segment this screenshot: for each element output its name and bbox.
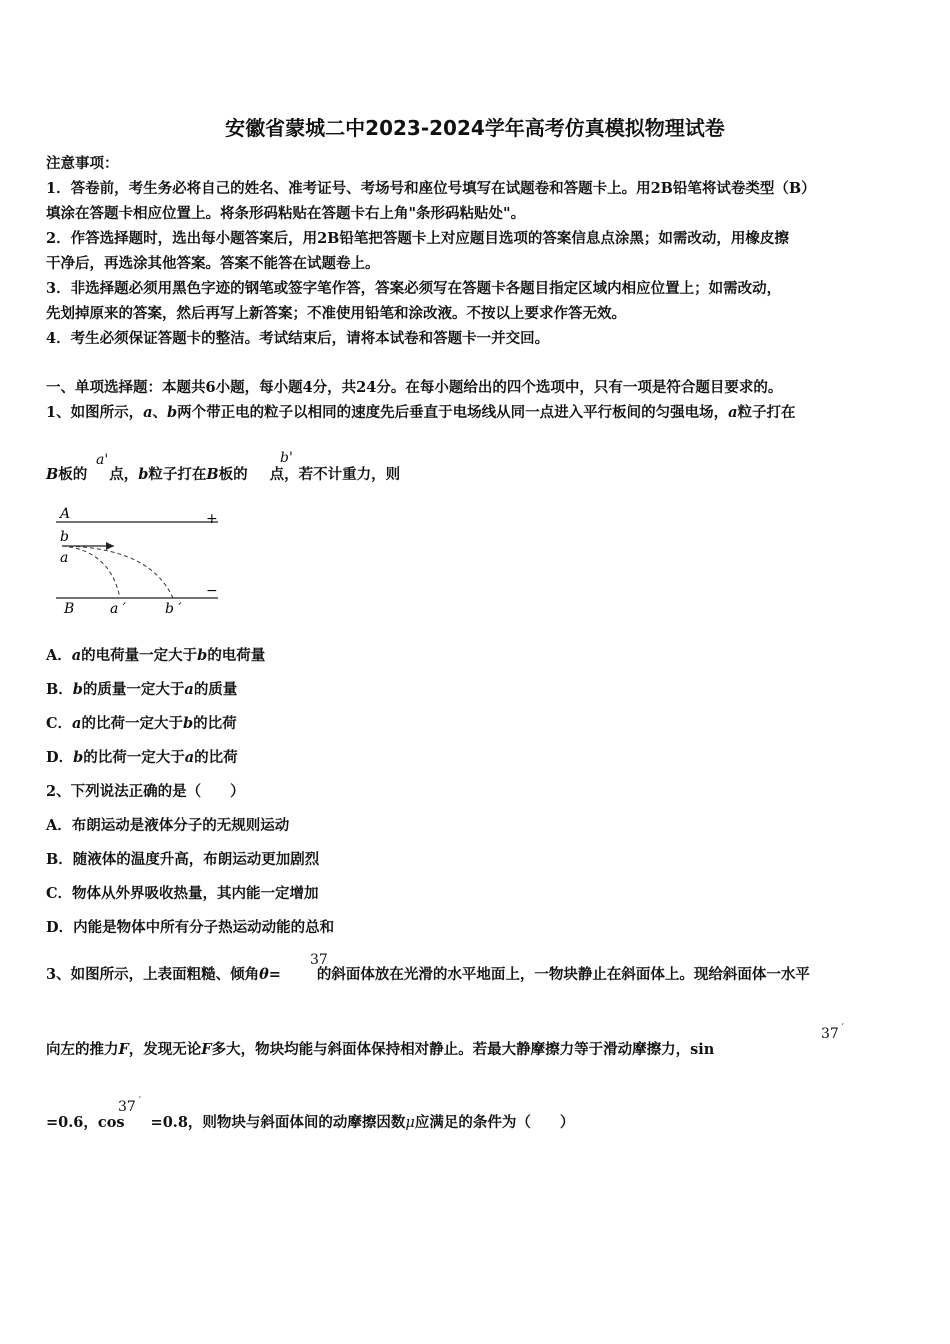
q2-option-a: A．布朗运动是液体分子的无规则运动	[46, 817, 290, 834]
degree-mark-icon: ˊ	[840, 1024, 845, 1034]
q2-option-d: D．内能是物体中所有分子热运动动能的总和	[46, 919, 335, 936]
plate-a-label: A	[60, 506, 71, 522]
trajectory-a	[62, 546, 120, 598]
q1-stem-line2: B板的 点，b粒子打在B板的 点，若不计重力，则	[46, 466, 401, 483]
notice-line: 4．考生必须保证答题卡的整洁。考试结束后，请将本试卷和答题卡一并交回。	[46, 330, 550, 347]
notice-line: 2．作答选择题时，选出每小题答案后，用2B铅笔把答题卡上对应题目选项的答案信息点涂黑；如需改动，用橡皮擦	[46, 230, 789, 247]
q3-stem-line3: =0.6，cos =0.8，则物块与斜面体间的动摩擦因数μ应满足的条件为（ ）	[46, 1114, 575, 1131]
mark-a-prime: a ′	[110, 601, 126, 617]
mark-b-prime: b ′	[165, 601, 182, 617]
page-title: 安徽省蒙城二中2023-2024学年高考仿真模拟物理试卷	[225, 116, 725, 140]
notice-line: 1．答卷前，考生务必将自己的姓名、准考证号、考场号和座位号填写在试题卷和答题卡上。用2B铅笔将试卷类型（B）	[46, 180, 816, 197]
plate-b-sign: −	[206, 583, 218, 599]
particle-a-label: a	[60, 550, 69, 566]
point-b-prime: b'	[280, 450, 293, 466]
section-heading: 一、单项选择题：本题共6小题，每小题4分，共24分。在每小题给出的四个选项中，只有一项是符合题目要求的。	[46, 379, 783, 396]
q1-option-b: B．b的质量一定大于a的质量	[46, 681, 238, 698]
degree-mark-icon: ˊ	[137, 1097, 142, 1107]
arrow-head-icon	[106, 542, 114, 550]
q3-angle: 37	[310, 952, 328, 968]
notice-line: 先划掉原来的答案，然后再写上新答案；不准使用铅笔和涂改液。不按以上要求作答无效。	[46, 305, 626, 322]
q1-option-c: C．a的比荷一定大于b的比荷	[46, 715, 237, 732]
plate-a-sign: +	[206, 511, 218, 527]
q2-option-b: B．随液体的温度升高，布朗运动更加剧烈	[46, 851, 320, 868]
trajectory-b	[62, 546, 173, 598]
q3-stem-line1: 3、如图所示，上表面粗糙、倾角θ= 的斜面体放在光滑的水平地面上，一物块静止在斜面体上。现给斜面体一水平	[46, 966, 810, 983]
notice-heading: 注意事项：	[46, 155, 119, 172]
sin-angle: 37	[821, 1026, 839, 1042]
notice-line: 填涂在答题卡相应位置上。将条形码粘贴在答题卡右上角"条形码粘贴处"。	[46, 205, 526, 222]
particle-b-label: b	[60, 529, 69, 545]
notice-line: 3．非选择题必须用黑色字迹的钢笔或签字笔作答，答案必须写在答题卡各题目指定区域内相应位置上；如需改动，	[46, 280, 782, 297]
q1-option-a: A．a的电荷量一定大于b的电荷量	[46, 647, 266, 664]
point-a-prime: a'	[96, 452, 109, 468]
q1-stem-line1: 1、如图所示，a、b两个带正电的粒子以相同的速度先后垂直于电场线从同一点进入平行板间的匀强电场，a粒子打在	[46, 404, 796, 421]
plate-b-label: B	[64, 601, 75, 617]
q2-option-c: C．物体从外界吸收热量，其内能一定增加	[46, 885, 319, 902]
notice-line: 干净后，再选涂其他答案。答案不能答在试题卷上。	[46, 255, 380, 272]
q3-stem-line2: 向左的推力F，发现无论F多大，物块均能与斜面体保持相对静止。若最大静摩擦力等于滑动摩擦力，sin	[46, 1041, 715, 1058]
cos-angle: 37	[118, 1099, 136, 1115]
q1-option-d: D．b的比荷一定大于a的比荷	[46, 749, 238, 766]
q2-stem: 2、下列说法正确的是（ ）	[46, 783, 245, 800]
parallel-plate-figure	[50, 503, 225, 618]
